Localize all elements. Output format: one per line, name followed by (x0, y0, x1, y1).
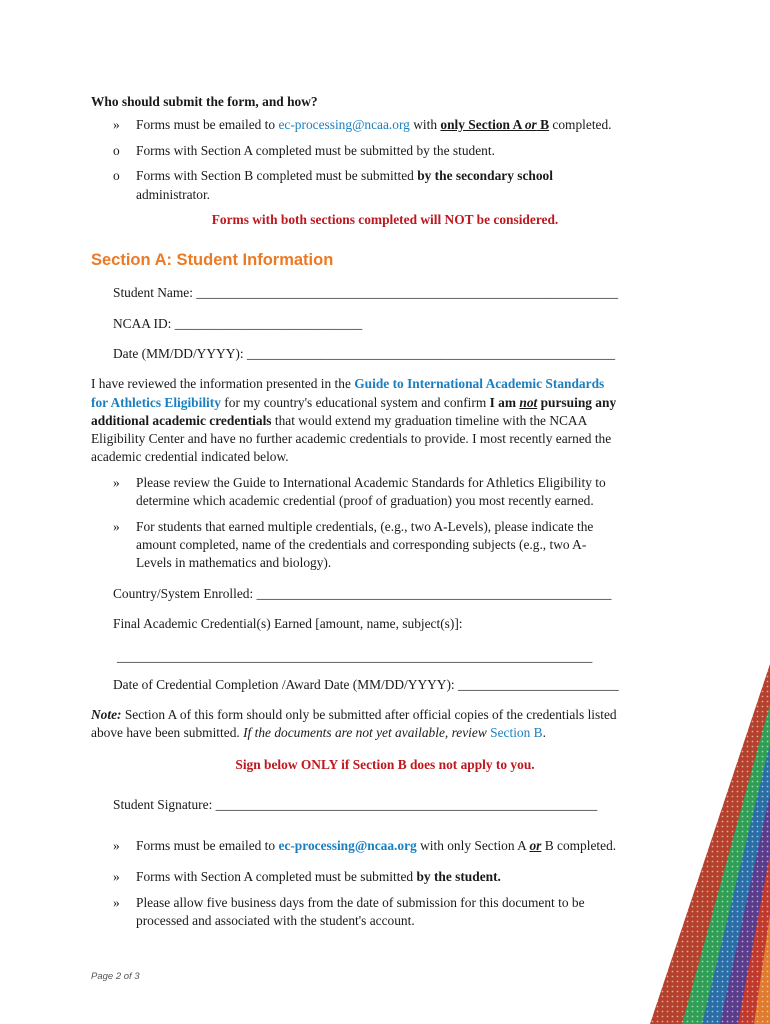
note-label: Note: (91, 707, 122, 722)
final-email-mid: with only Section A (416, 838, 530, 853)
final-credential-field[interactable]: _______________________________________________________________________ (117, 649, 593, 664)
bullet-arrow: » (113, 117, 120, 132)
processing-time-line2: processed and associated with the student's account. (136, 913, 415, 928)
confirmation-text: I have reviewed the information presented in the (91, 376, 355, 391)
bullet-arrow: » (113, 475, 120, 490)
confirmation-line-2 (91, 394, 616, 413)
intro-bullet-email-text: Forms must be emailed to (136, 117, 279, 132)
not-text: not (519, 395, 538, 410)
bullet-circle: o (113, 143, 120, 158)
multiple-credentials-line2: amount completed, name of the credentials and corresponding subjects (e.g., two A- (136, 537, 587, 552)
final-student-bullet (136, 868, 501, 887)
page-number: Page 2 of 3 (91, 971, 140, 982)
country-system-field[interactable]: Country/System Enrolled: _____________________________________________________ (113, 586, 612, 601)
confirmation-line-4: Eligibility Center and have no further academic credentials to provide. I most recently earned the (91, 431, 612, 446)
by-student-text: by the student. (416, 869, 501, 884)
secondary-school-text: by the secondary school (417, 168, 553, 183)
bullet-circle: o (113, 168, 120, 183)
note-line-1 (91, 706, 617, 725)
bullet-arrow: » (113, 895, 120, 910)
bullet-arrow: » (113, 838, 120, 853)
bullet-arrow: » (113, 869, 120, 884)
confirmation-line-3 (91, 412, 587, 431)
section-b-link[interactable]: Section B (490, 725, 543, 740)
guide-review-bullet-line2: determine which academic credential (proof of graduation) you most recently earned. (136, 493, 594, 508)
multiple-credentials-line3: Levels in mathematics and biology). (136, 555, 332, 570)
intro-bullet-email-end: completed. (549, 117, 612, 132)
completion-date-field[interactable]: Date of Credential Completion /Award Date (MM/DD/YYYY): ________________________ (113, 677, 619, 692)
guide-link[interactable]: Guide to International Academic Standards (354, 376, 605, 391)
email-link[interactable]: ec-processing@ncaa.org (278, 838, 417, 853)
or-text: or (529, 838, 542, 853)
only-section-a: only Section A (440, 117, 525, 132)
note-italic: If the documents are not yet available, review (243, 725, 491, 740)
email-link[interactable]: ec-processing@ncaa.org (278, 117, 410, 132)
guide-link-continued[interactable]: for Athletics Eligibility (91, 395, 221, 410)
multiple-credentials-bullet: For students that earned multiple credentials, (e.g., two A-Levels), please indicate the (136, 519, 594, 534)
note-line-2 (91, 724, 546, 743)
confirmation-line-5: academic credential indicated below. (91, 449, 289, 464)
confirmation-mid: for my country's educational system and confirm (220, 395, 490, 410)
section-a-title: Section A: Student Information (91, 251, 334, 269)
submit-heading: Who should submit the form, and how? (91, 94, 318, 109)
bullet-arrow: » (113, 519, 120, 534)
or-text: or (524, 117, 537, 132)
decorative-corner-stripes (650, 664, 770, 1024)
final-email-text: Forms must be emailed to (136, 838, 279, 853)
intro-bullet-school-line2: administrator. (136, 187, 211, 202)
sign-warning: Sign below ONLY if Section B does not apply to you. (235, 757, 535, 772)
processing-time-bullet: Please allow five business days from the date of submission for this document to be (136, 895, 585, 910)
only-section-text (440, 117, 549, 132)
intro-bullet-school-text: Forms with Section B completed must be submitted (136, 168, 418, 183)
guide-review-bullet: Please review the Guide to International Academic Standards for Athletics Eligibility to (136, 475, 606, 490)
section-b-text: B (536, 117, 550, 132)
final-student-text: Forms with Section A completed must be submitted (136, 869, 417, 884)
note-text-2: above have been submitted. (91, 725, 244, 740)
intro-bullet-email-mid: with (409, 117, 441, 132)
student-signature-field[interactable]: Student Signature: _________________________________________________________ (113, 797, 598, 812)
i-am-text: I am (489, 395, 520, 410)
final-email-bullet (136, 837, 616, 856)
intro-bullet-school (136, 167, 553, 186)
stripe-dot-pattern (650, 664, 770, 1024)
confirmation-line-1 (91, 375, 604, 394)
additional-credentials-text: additional academic credentials (91, 413, 272, 428)
intro-bullet-student: Forms with Section A completed must be submitted by the student. (136, 143, 495, 158)
final-credential-label: Final Academic Credential(s) Earned [amount, name, subject(s)]: (113, 616, 463, 631)
ncaa-id-field[interactable]: NCAA ID: ____________________________ (113, 316, 363, 331)
student-name-field[interactable]: Student Name: _______________________________________________________________ (113, 285, 619, 300)
note-text: Section A of this form should only be submitted after official copies of the credentials listed (121, 707, 617, 722)
pursuing-text: pursuing any (537, 395, 617, 410)
confirmation-rest: that would extend my graduation timeline with the NCAA (271, 413, 588, 428)
intro-bullet-email (136, 116, 612, 135)
final-email-end: B completed. (541, 838, 617, 853)
note-period: . (542, 725, 546, 740)
both-sections-warning: Forms with both sections completed will NOT be considered. (211, 212, 559, 227)
date-field[interactable]: Date (MM/DD/YYYY): _______________________________________________________ (113, 346, 616, 361)
